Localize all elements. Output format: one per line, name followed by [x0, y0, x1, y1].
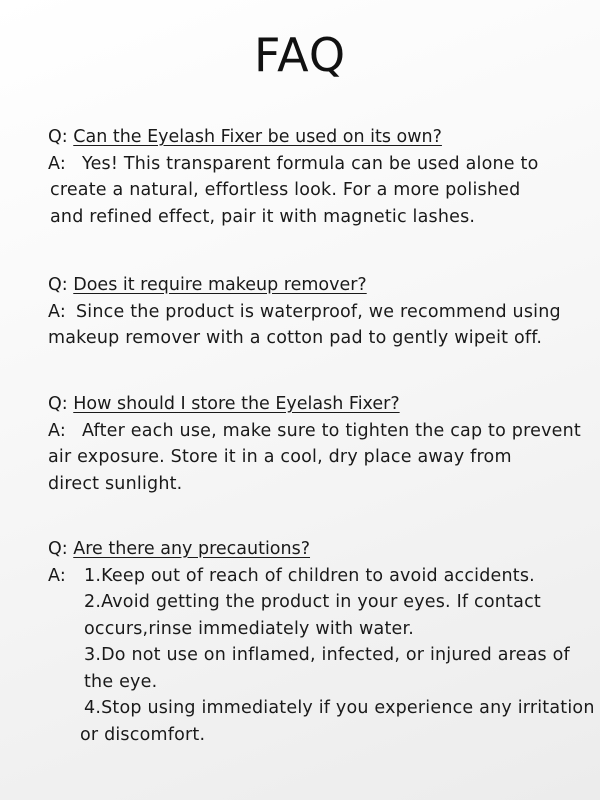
- faq-answer: [48, 563, 595, 749]
- answer-line: create a natural, effortless look. For a more polished: [50, 180, 521, 200]
- answer-prefix: A:: [48, 301, 66, 322]
- answer-line: A: After each use, make sure to tighten the cap to prevent: [48, 418, 568, 445]
- faq-question: How should I store the Eyelash Fixer?: [73, 394, 400, 414]
- faq-answer: [48, 151, 568, 231]
- answer-line: and refined effect, pair it with magnetic lashes.: [50, 206, 476, 227]
- faq-item: [48, 536, 595, 748]
- answer-line: A: Since the product is waterproof, we recommend using: [48, 299, 568, 326]
- answer-line: air exposure. Store it in a cool, dry place away from: [48, 447, 512, 467]
- answer-line: A: 1.Keep out of reach of children to avoid accidents.: [48, 563, 568, 590]
- faq-question: Can the Eyelash Fixer be used on its own?: [73, 127, 442, 147]
- answer-line: direct sunlight.: [48, 473, 183, 494]
- question-prefix: Q:: [48, 127, 68, 147]
- answer-prefix: A:: [48, 153, 66, 174]
- answer-line: 3.Do not use on inflamed, infected, or injured areas of: [84, 645, 570, 665]
- faq-question-row: [48, 272, 568, 299]
- answer-line: makeup remover with a cotton pad to gently wipeit off.: [48, 328, 543, 348]
- answer-line: 2.Avoid getting the product in your eyes. If contact: [84, 592, 541, 612]
- faq-item: [48, 272, 568, 352]
- faq-question-row: [48, 124, 568, 151]
- question-prefix: Q:: [48, 275, 68, 295]
- faq-item: [48, 124, 568, 230]
- answer-line: the eye.: [84, 671, 158, 692]
- faq-question: Does it require makeup remover?: [73, 275, 367, 295]
- question-prefix: Q:: [48, 394, 68, 414]
- question-prefix: Q:: [48, 539, 68, 559]
- answer-prefix: A:: [48, 420, 66, 441]
- faq-item: [48, 391, 581, 497]
- answer-line: 4.Stop using immediately if you experience any irritation: [84, 698, 595, 718]
- faq-answer: [48, 418, 581, 498]
- faq-question-row: [48, 391, 568, 418]
- page-title: FAQ: [253, 28, 347, 82]
- answer-line: A: Yes! This transparent formula can be used alone to: [48, 151, 568, 178]
- answer-prefix: A:: [48, 565, 66, 586]
- answer-line: or discomfort.: [80, 724, 206, 745]
- faq-question-row: [48, 536, 568, 563]
- faq-question: Are there any precautions?: [73, 539, 311, 559]
- faq-answer: [48, 299, 568, 352]
- answer-line: occurs,rinse immediately with water.: [84, 618, 415, 639]
